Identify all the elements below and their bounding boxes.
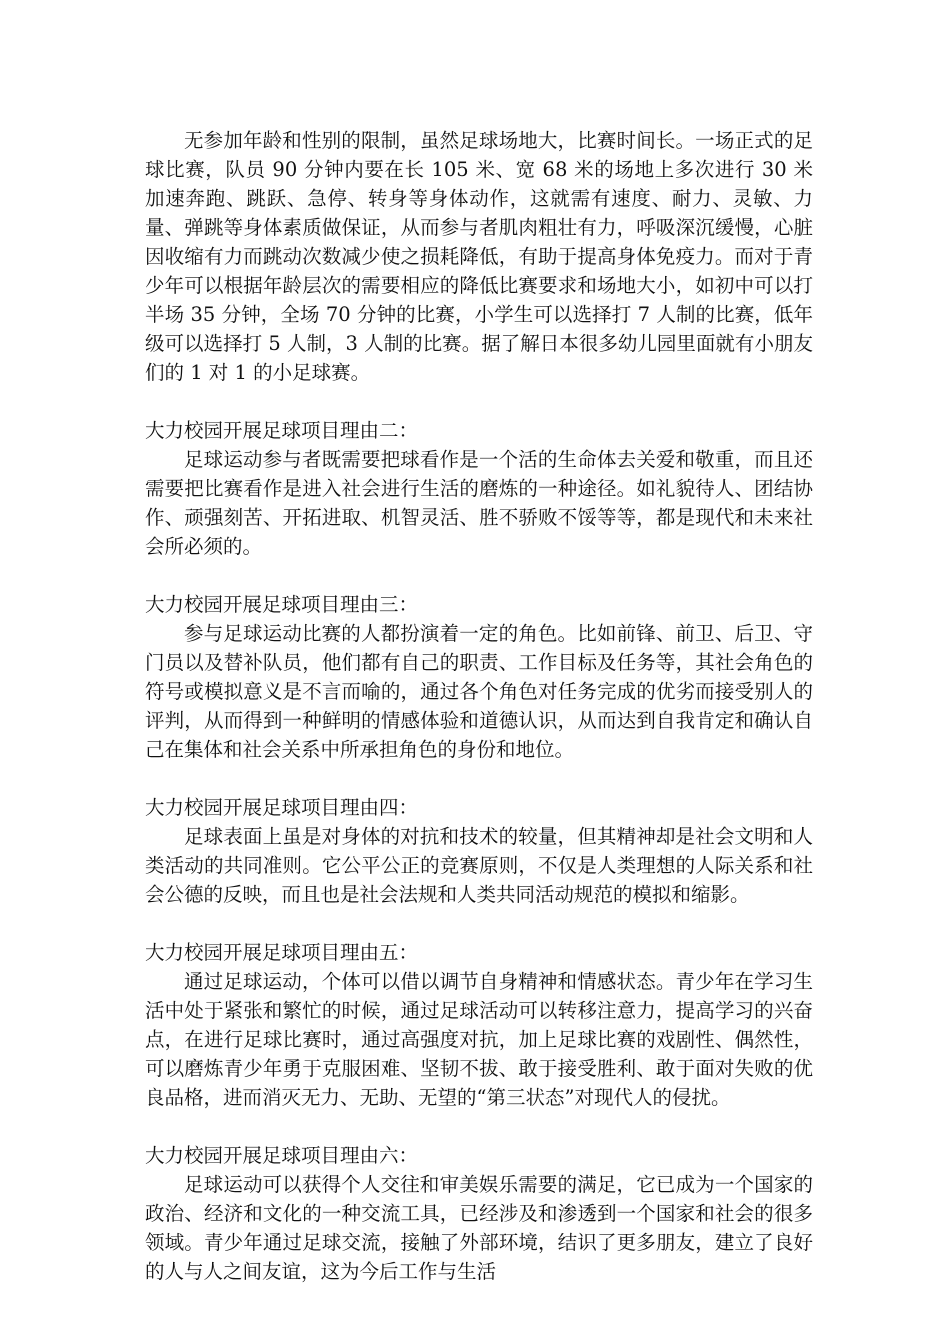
section-body-reason-5: 通过足球运动，个体可以借以调节自身精神和情感状态。青少年在学习生活中处于紧张和繁忙的时候，通过足球活动可以转移注意力，提高学习的兴奋点，在进行足球比赛时，通过高强度对抗，加上足球比赛的戏剧性、偶然性，可以磨炼青少年勇于克服困难、坚韧不拔、敢于接受胜利、敢于面对失败的优良品格，进而消灭无力、无助、无望的“第三状态”对现代人的侵扰。 — [145, 970, 813, 1109]
paragraph-gap — [145, 387, 813, 416]
section-heading-reason-4: 大力校园开展足球项目理由四： — [145, 796, 419, 819]
paragraph-gap — [145, 1112, 813, 1141]
section-heading-reason-5: 大力校园开展足球项目理由五： — [145, 941, 419, 964]
section-heading-reason-3: 大力校园开展足球项目理由三： — [145, 593, 419, 616]
section-heading-reason-6: 大力校园开展足球项目理由六： — [145, 1144, 419, 1167]
section-body-reason-3: 参与足球运动比赛的人都扮演着一定的角色。比如前锋、前卫、后卫、守门员以及替补队员，他们都有自己的职责、工作目标及任务等，其社会角色的符号或模拟意义是不言而喻的，通过各个角色对任务完成的优劣而接受别人的评判，从而得到一种鲜明的情感体验和道德认识，从而达到自我肯定和确认自己在集体和社会关系中所承担角色的身份和地位。 — [145, 622, 813, 761]
paragraph-gap — [145, 764, 813, 793]
section-heading-reason-2: 大力校园开展足球项目理由二： — [145, 419, 419, 442]
section-body-reason-2: 足球运动参与者既需要把球看作是一个活的生命体去关爱和敬重，而且还需要把比赛看作是进入社会进行生活的磨炼的一种途径。如礼貌待人、团结协作、顽强刻苦、开拓进取、机智灵活、胜不骄败不馁等等，都是现代和未来社会所必须的。 — [145, 448, 813, 558]
paragraph-gap — [145, 909, 813, 938]
section-body-reason-4: 足球表面上虽是对身体的对抗和技术的较量，但其精神却是社会文明和人类活动的共同准则。它公平公正的竞赛原则，不仅是人类理想的人际关系和社会公德的反映，而且也是社会法规和人类共同活动规范的模拟和缩影。 — [145, 825, 813, 906]
section-body-reason-6: 足球运动可以获得个人交往和审美娱乐需要的满足，它已成为一个国家的政治、经济和文化的一种交流工具，已经涉及和渗透到一个国家和社会的很多领域。青少年通过足球交流，接触了外部环境，结识了更多朋友，建立了良好的人与人之间友谊，这为今后工作与生活 — [145, 1173, 813, 1283]
paragraph-gap — [145, 561, 813, 590]
document-page — [145, 126, 813, 1286]
intro-paragraph: 无参加年龄和性别的限制，虽然足球场地大，比赛时间长。一场正式的足球比赛，队员 90 分钟内要在长 105 米、宽 68 米的场地上多次进行 30 米加速奔跑、跳跃、急停、转身等身体动作，这就需有速度、耐力、灵敏、力量、弹跳等身体素质做保证，从而参与者肌肉粗壮有力，呼吸深沉缓慢，心脏因收缩有力而跳动次数减少使之损耗降低，有助于提高身体免疫力。而对于青少年可以根据年龄层次的需要相应的降低比赛要求和场地大小，如初中可以打半场 35 分钟，全场 70 分钟的比赛，小学生可以选择打 7 人制的比赛，低年级可以选择打 5 人制，3 人制的比赛。据了解日本很多幼儿园里面就有小朋友们的 1 对 1 的小足球赛。 — [145, 129, 813, 384]
